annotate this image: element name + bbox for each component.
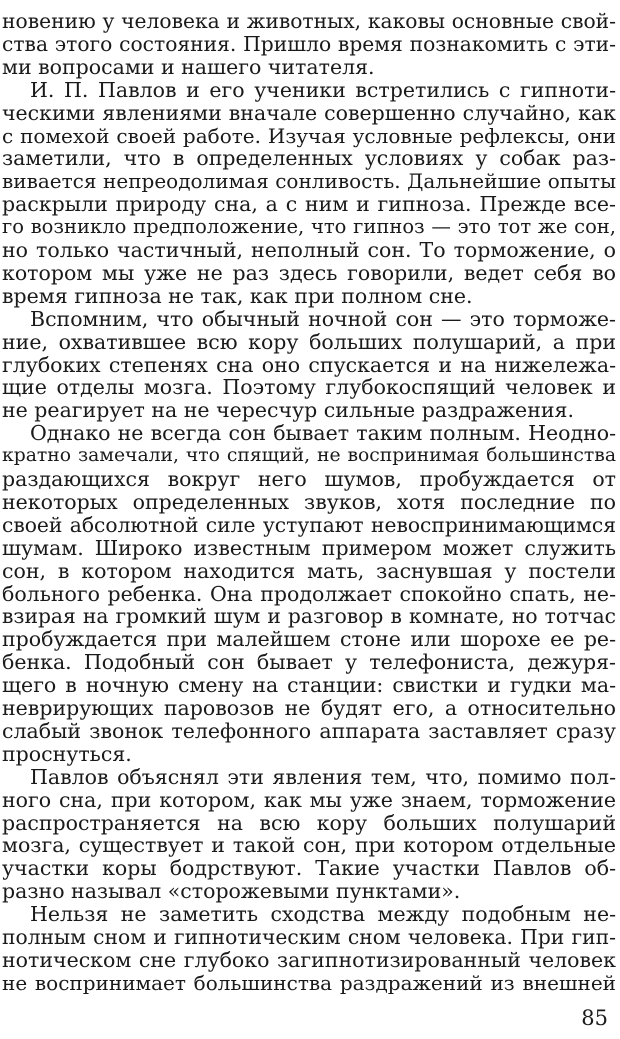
text-line: кратно замечали, что спящий, не воспринимая большинства — [2, 445, 616, 467]
text-line: полным сном и гипнотическим сном человека. При гип- — [2, 925, 616, 949]
text-line: ческими явлениями вначале совершенно случайно, как — [2, 100, 616, 125]
text-line: больного ребенка. Она продолжает спокойно спать, не- — [2, 581, 616, 606]
text-line: но только частичный, неполный сон. То торможение, о — [2, 238, 616, 262]
text-line: раскрыли природу сна, а с ним и гипноза. Прежде все- — [2, 192, 616, 217]
text-line: не реагирует на не чересчур сильные раздражения. — [2, 398, 574, 423]
text-line: ства этого состояния. Пришло время познакомить с эти- — [2, 31, 616, 56]
text-line: новению у человека и животных, каковы основные свой- — [2, 9, 616, 33]
text-line: неврирующих паровозов не будят его, а относительно — [2, 696, 616, 720]
text-line: участки коры бодрствуют. Такие участки Павлов об- — [2, 856, 616, 881]
text-line: пробуждается при малейшем стоне или шорохе ее ре- — [2, 627, 616, 652]
text-line: щие отделы мозга. Поэтому глубокоспящий человек и — [2, 375, 616, 400]
text-line: ние, охватившее всю кору больших полушарий, а при — [2, 329, 616, 354]
text-line: разно называл «сторожевыми пунктами». — [2, 879, 461, 904]
text-line: Павлов объяснял эти явления тем, что, помимо пол- — [30, 764, 616, 789]
text-line: ми вопросами и нашего читателя. — [2, 54, 375, 79]
text-line: не воспринимает большинства раздражений из внешней — [2, 970, 616, 995]
text-line: мозга, существует и такой сон, при котором отдельные — [2, 833, 616, 858]
text-line: проснуться. — [2, 741, 132, 766]
text-line: с помехой своей работе. Изучая условные рефлексы, они — [2, 123, 616, 148]
text-line: Однако не всегда сон бывает таким полным. Неодно- — [30, 421, 616, 446]
text-line: го возникло предположение, что гипноз — это тот же сон, — [2, 215, 616, 239]
text-line: время гипноза не так, как при полном сне. — [2, 283, 473, 308]
text-line: котором мы уже не раз здесь говорили, ведет себя во — [2, 260, 616, 285]
text-line: заметили, что в определенных условиях у собак раз- — [2, 146, 616, 171]
text-line: щего в ночную смену на станции: свистки и гудки ма- — [2, 673, 616, 698]
text-line: бенка. Подобный сон бывает у телефониста, дежуря- — [2, 650, 616, 675]
text-line: глубоких степенях сна оно спускается и на нижележа- — [2, 352, 616, 377]
text-line: сон, в котором находится мать, заснувшая у постели — [2, 558, 616, 583]
text-line: распространяется на всю кору больших полушарий — [2, 810, 616, 835]
text-line: Вспомним, что обычный ночной сон — это торможе- — [30, 306, 616, 331]
text-line: Нельзя не заметить сходства между подобным не- — [30, 902, 616, 927]
text-line: вивается непреодолимая сонливость. Дальнейшие опыты — [2, 169, 616, 194]
text-line: нотическом сне глубоко загипнотизированный человек — [2, 947, 616, 972]
text-line: ного сна, при котором, как мы уже знаем, торможение — [2, 787, 616, 812]
text-line: взирая на громкий шум и разговор в комнате, но тотчас — [2, 604, 616, 629]
text-line: И. П. Павлов и его ученики встретились с гипноти- — [30, 77, 616, 102]
text-line: шумам. Широко известным примером может служить — [2, 535, 616, 560]
text-line: некоторых определенных звуков, хотя последние по — [2, 489, 616, 514]
text-line: своей абсолютной силе уступают невоспринимающимся — [2, 512, 616, 537]
page-number: 85 — [581, 1006, 608, 1030]
text-line: слабый звонок телефонного аппарата заставляет сразу — [2, 718, 616, 743]
text-line: раздающихся вокруг него шумов, пробуждается от — [2, 467, 616, 491]
